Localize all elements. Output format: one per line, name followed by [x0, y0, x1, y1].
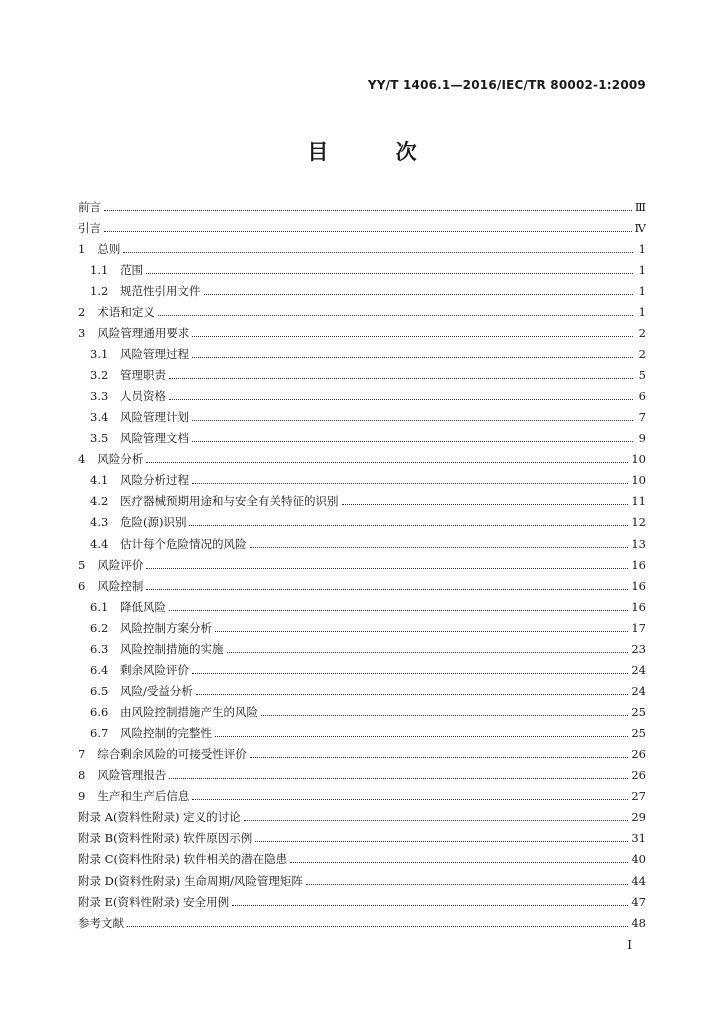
toc-entry-page: 10 — [631, 452, 646, 467]
toc-entry-title: 风险管理文档 — [120, 431, 189, 446]
toc-entry[interactable] — [78, 554, 646, 575]
toc-entry-number: 6.3 — [90, 641, 109, 656]
toc-entry-title: 医疗器械预期用途和与安全有关特征的识别 — [120, 494, 339, 509]
toc-entry-page: 26 — [631, 747, 646, 762]
toc-leader-dots — [192, 672, 628, 674]
toc-entry[interactable] — [78, 870, 646, 891]
toc-entry-number: 6 — [78, 578, 86, 593]
toc-entry-title: 术语和定义 — [97, 304, 155, 319]
toc-entry-page: 7 — [638, 410, 646, 425]
toc-entry-number: 4 — [78, 452, 86, 467]
toc-entry[interactable] — [78, 786, 646, 807]
toc-entry-page: 6 — [638, 389, 646, 404]
toc-entry-page: 24 — [631, 662, 646, 677]
toc-entry-page: 13 — [631, 536, 646, 551]
toc-entry[interactable] — [78, 301, 646, 322]
toc-entry-page: 17 — [631, 620, 646, 635]
toc-entry[interactable] — [78, 470, 646, 491]
toc-entry-number: 7 — [78, 747, 86, 762]
toc-entry-title: 危险(源)识别 — [120, 515, 187, 530]
toc-leader-dots — [146, 588, 628, 590]
toc-leader-dots — [261, 714, 628, 716]
toc-entry-title: 风险评价 — [97, 557, 144, 572]
toc-entry[interactable] — [78, 386, 646, 407]
toc-entry-page: 1 — [638, 241, 646, 256]
toc-entry-page: 12 — [631, 515, 646, 530]
toc-entry-number: 3 — [78, 325, 86, 340]
toc-entry-page: 1 — [638, 304, 646, 319]
toc-leader-dots — [204, 293, 634, 295]
toc-leader-dots — [290, 861, 628, 863]
toc-entry-number: 9 — [78, 789, 86, 804]
toc-entry-title: 降低风险 — [120, 599, 166, 614]
toc-entry-title: 引言 — [78, 220, 101, 235]
toc-entry-title: 生产和生产后信息 — [97, 789, 190, 804]
toc-entry-title: 风险分析过程 — [120, 473, 189, 488]
toc-entry[interactable] — [78, 238, 646, 259]
toc-entry[interactable] — [78, 280, 646, 301]
toc-entry-title: 由风险控制措施产生的风险 — [120, 705, 258, 720]
toc-leader-dots — [192, 440, 633, 442]
toc-entry-number: 1 — [78, 241, 86, 256]
toc-entry-number: 3.4 — [90, 410, 109, 425]
toc-entry-title: 风险控制措施的实施 — [120, 641, 224, 656]
toc-leader-dots — [215, 630, 628, 632]
toc-entry-title: 风险控制的完整性 — [120, 726, 212, 741]
toc-entry-page: 25 — [631, 726, 646, 741]
toc-entry-number: 4.1 — [90, 473, 109, 488]
toc-leader-dots — [169, 398, 633, 400]
toc-entry-page: 16 — [631, 599, 646, 614]
toc-entry-number: 4.2 — [90, 494, 109, 509]
toc-entry-page: 1 — [638, 262, 646, 277]
toc-entry-page: 27 — [631, 789, 646, 804]
toc-entry[interactable] — [78, 617, 646, 638]
toc-entry-title: 估计每个危险情况的风险 — [120, 536, 247, 551]
toc-entry-title: 管理职责 — [120, 368, 166, 383]
toc-entry[interactable] — [78, 638, 646, 659]
toc-entry-page: Ⅲ — [634, 199, 646, 214]
toc-entry-number: 6.2 — [90, 620, 109, 635]
toc-entry-number: 3.2 — [90, 368, 109, 383]
toc-leader-dots — [232, 904, 628, 906]
toc-entry-page: 26 — [631, 768, 646, 783]
toc-entry-title: 风险/受益分析 — [120, 683, 193, 698]
toc-entry-page: 31 — [631, 831, 646, 846]
toc-leader-dots — [215, 735, 628, 737]
toc-entry[interactable] — [78, 217, 646, 238]
toc-entry-number: 1.1 — [90, 262, 109, 277]
toc-entry-title: 范围 — [120, 262, 143, 277]
toc-leader-dots — [158, 314, 633, 316]
toc-entry-number: 3.5 — [90, 431, 109, 446]
toc-entry-page: 2 — [638, 325, 646, 340]
toc-entry-page: 40 — [631, 852, 646, 867]
toc-entry[interactable] — [78, 575, 646, 596]
toc-entry-title: 风险管理报告 — [97, 768, 167, 783]
toc-entry-title: 附录 C(资料性附录) 软件相关的潜在隐患 — [78, 852, 288, 867]
toc-leader-dots — [250, 546, 629, 548]
toc-leader-dots — [192, 798, 628, 800]
toc-leader-dots — [146, 461, 628, 463]
toc-leader-dots — [255, 840, 628, 842]
toc-leader-dots — [192, 482, 628, 484]
toc-entry-number: 3.3 — [90, 389, 109, 404]
toc-leader-dots — [104, 230, 632, 232]
toc-entry-title: 附录 D(资料性附录) 生命周期/风险管理矩阵 — [78, 873, 303, 888]
toc-entry[interactable] — [78, 322, 646, 343]
toc-entry-number: 4.4 — [90, 536, 109, 551]
toc-entry[interactable] — [78, 828, 646, 849]
toc-entry-title: 附录 E(资料性附录) 安全用例 — [78, 894, 230, 909]
toc-entry-page: 23 — [631, 641, 646, 656]
toc-entry[interactable] — [78, 196, 646, 217]
toc-entry-page: 16 — [631, 557, 646, 572]
toc-entry-title: 参考文献 — [78, 915, 124, 930]
toc-leader-dots — [146, 567, 628, 569]
toc-entry-page: 11 — [631, 494, 646, 509]
toc-entry[interactable] — [78, 765, 646, 786]
toc-entry-title: 风险控制方案分析 — [120, 620, 212, 635]
toc-entry-number: 3.1 — [90, 346, 109, 361]
toc-entry-title: 风险管理通用要求 — [97, 325, 190, 340]
toc-entry-number: 2 — [78, 304, 86, 319]
toc-entry-number: 4.3 — [90, 515, 109, 530]
page-number: Ⅰ — [627, 938, 632, 952]
toc-entry-number: 6.7 — [90, 726, 109, 741]
toc-entry-number: 6.5 — [90, 683, 109, 698]
toc-entry-page: 48 — [631, 915, 646, 930]
toc-entry[interactable] — [78, 407, 646, 428]
toc-entry[interactable] — [78, 912, 646, 933]
toc-entry[interactable] — [78, 259, 646, 280]
toc-entry[interactable] — [78, 744, 646, 765]
toc-entry-title: 剩余风险评价 — [120, 662, 189, 677]
table-of-contents — [78, 196, 646, 933]
toc-leader-dots — [342, 503, 629, 505]
toc-entry-page: 24 — [631, 683, 646, 698]
toc-entry-page: 44 — [631, 873, 646, 888]
toc-entry-number: 5 — [78, 557, 86, 572]
toc-entry[interactable] — [78, 449, 646, 470]
toc-leader-dots — [169, 777, 628, 779]
toc-entry-title: 前言 — [78, 199, 101, 214]
toc-entry[interactable] — [78, 365, 646, 386]
toc-entry-number: 6.6 — [90, 705, 109, 720]
document-code: YY/T 1406.1—2016/IEC/TR 80002-1:2009 — [367, 78, 646, 92]
toc-entry-title: 附录 A(资料性附录) 定义的讨论 — [78, 810, 241, 825]
toc-entry[interactable] — [78, 428, 646, 449]
toc-entry-page: 47 — [631, 894, 646, 909]
toc-entry-page: 9 — [638, 431, 646, 446]
toc-leader-dots — [244, 819, 629, 821]
toc-entry-page: 10 — [631, 473, 646, 488]
toc-entry-page: Ⅳ — [634, 220, 646, 235]
toc-entry-title: 风险管理过程 — [120, 346, 189, 361]
toc-leader-dots — [104, 209, 632, 211]
toc-entry-number: 6.1 — [90, 599, 109, 614]
toc-leader-dots — [250, 756, 629, 758]
toc-entry-page: 16 — [631, 578, 646, 593]
toc-leader-dots — [192, 356, 633, 358]
toc-entry[interactable] — [78, 807, 646, 828]
toc-entry[interactable] — [78, 680, 646, 701]
toc-entry-title: 风险分析 — [97, 452, 144, 467]
toc-entry-number: 8 — [78, 768, 86, 783]
toc-entry[interactable] — [78, 849, 646, 870]
toc-leader-dots — [169, 377, 633, 379]
toc-entry[interactable] — [78, 491, 646, 512]
toc-leader-dots — [169, 609, 628, 611]
toc-entry[interactable] — [78, 512, 646, 533]
toc-leader-dots — [192, 335, 633, 337]
toc-entry[interactable] — [78, 891, 646, 912]
toc-entry-title: 规范性引用文件 — [120, 283, 201, 298]
toc-leader-dots — [227, 651, 629, 653]
toc-entry-title: 综合剩余风险的可接受性评价 — [97, 747, 247, 762]
toc-leader-dots — [123, 251, 633, 253]
toc-entry-title: 附录 B(资料性附录) 软件原因示例 — [78, 831, 253, 846]
toc-entry-page: 29 — [631, 810, 646, 825]
toc-entry-title: 风险控制 — [97, 578, 144, 593]
toc-entry-number: 6.4 — [90, 662, 109, 677]
toc-entry-title: 风险管理计划 — [120, 410, 189, 425]
toc-leader-dots — [192, 419, 633, 421]
toc-entry[interactable] — [78, 702, 646, 723]
toc-leader-dots — [189, 524, 628, 526]
toc-entry-title: 人员资格 — [120, 389, 166, 404]
toc-entry[interactable] — [78, 723, 646, 744]
toc-leader-dots — [127, 925, 628, 927]
toc-entry[interactable] — [78, 659, 646, 680]
toc-entry-title: 总则 — [97, 241, 121, 256]
toc-leader-dots — [196, 693, 628, 695]
toc-entry-page: 1 — [638, 283, 646, 298]
toc-leader-dots — [306, 883, 628, 885]
toc-entry-page: 5 — [638, 368, 646, 383]
toc-entry[interactable] — [78, 343, 646, 364]
page-title: 目 次 — [307, 140, 447, 164]
toc-entry-page: 25 — [631, 705, 646, 720]
toc-entry[interactable] — [78, 533, 646, 554]
toc-leader-dots — [146, 272, 633, 274]
toc-entry-number: 1.2 — [90, 283, 109, 298]
toc-entry-page: 2 — [638, 346, 646, 361]
toc-entry[interactable] — [78, 596, 646, 617]
